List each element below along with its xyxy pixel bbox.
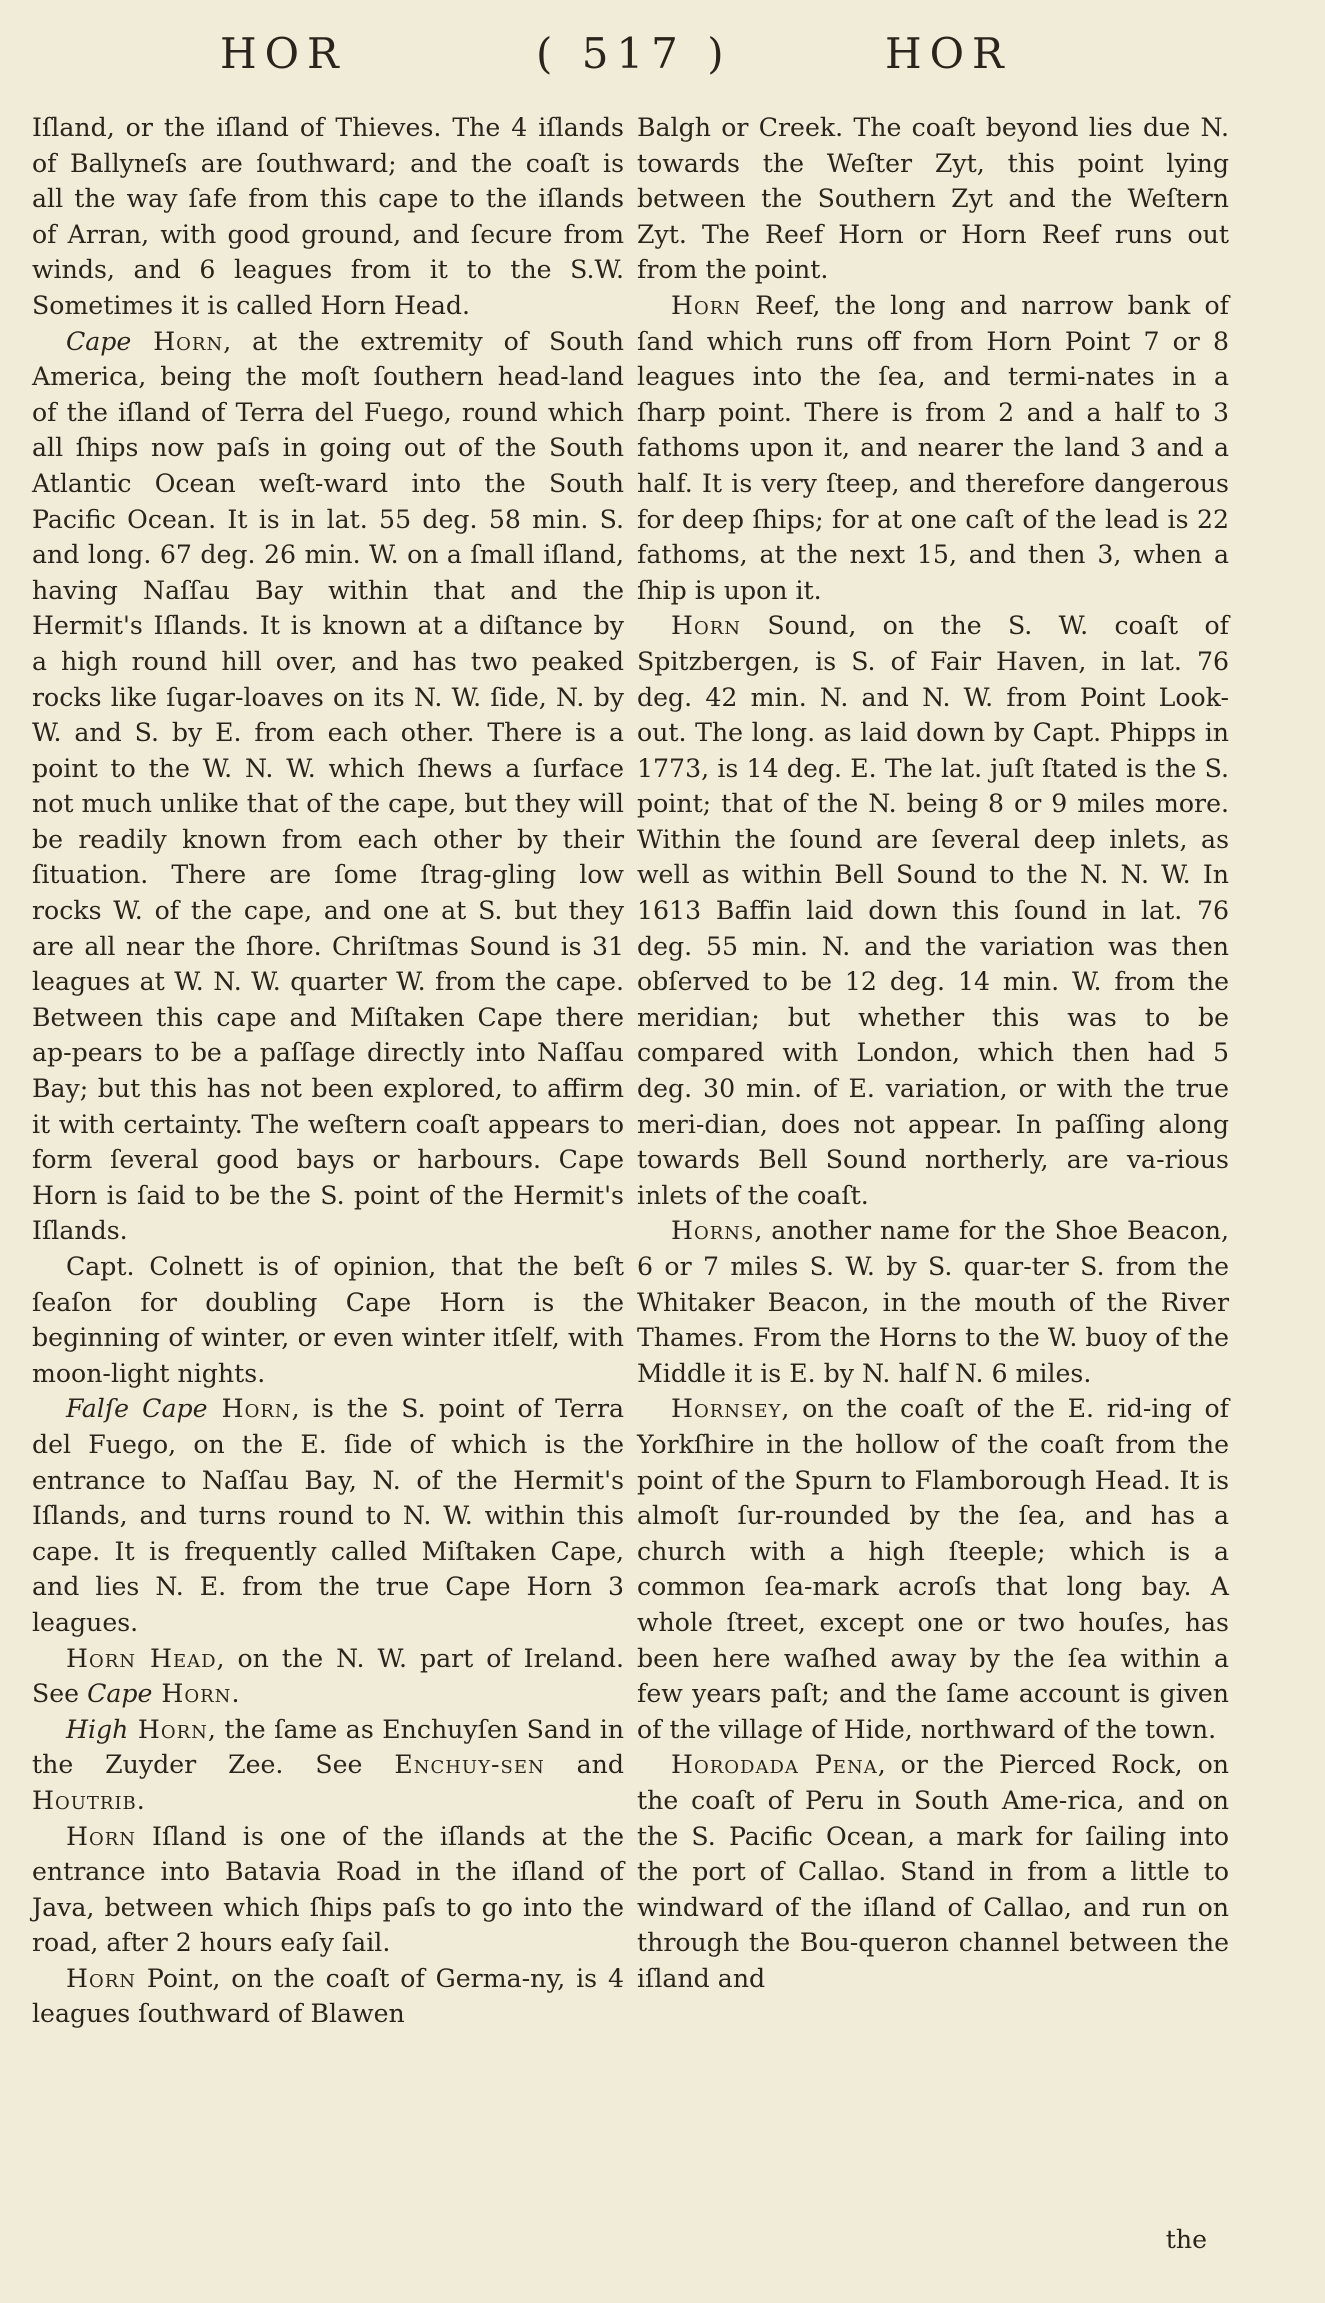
entry-text: , at the extremity of South America, being the moſt ſouthern head-land of the iſland of Terra del Fuego, round which all ſhips now paſs in going out of the South Atlantic Ocean weſt-ward into the South Pacific Ocean. It is in lat. 55 deg. 58 min. S. and long. 67 deg. 26 min. W. on a ſmall iſland, having Naſſau Bay within that and the Hermit's Iſlands. It is known at a diſtance by a high round hill over, and has two peaked rocks like ſugar-loaves on its N. W. ſide, N. by W. and S. by E. from each other. There is a point to the W. N. W. which ſhews a ſurface not much unlike that of the cape, but they will be readily known from each other by their ſituation. There are ſome ſtrag-gling low rocks W. of the cape, and one at S. but they are all near the ſhore. Chriſtmas Sound is 31 leagues at W. N. W. quarter W. from the cape. Between this cape and Miſtaken Cape there ap-pears to be a paſſage directly into Naſſau Bay; but this has not been explored, to affirm it with certainty. The weſtern coaſt appears to form ſeveral good bays or harbours. Cape Horn is ſaid to be the S. point of the Hermit's Iſlands. (32, 326, 625, 1246)
left-entry (32, 1391, 624, 1640)
headword: Horn (66, 1963, 137, 1993)
headword: Horn (671, 611, 742, 641)
headword: Hornsey (671, 1394, 782, 1424)
running-head-right: HOR (885, 29, 1012, 78)
entry-text: , is the S. point of Terra del Fuego, on the E. ſide of which is the entrance to Naſſau Bay, N. of the Hermit's Iſlands, and turns round to N. W. within this cape. It is frequently called Miſtaken Cape, and lies N. E. from the true Cape Horn 3 leagues. (32, 1394, 625, 1637)
entry-text: , or the Pierced Rock, on the coaſt of Peru in South Ame-rica, and on the S. Pacific Ocean, a mark for ſailing into the port of Callao. Stand in from a little to windward of the iſland of Callao, and run on through the Bou-queron channel between the iſland and (637, 1750, 1229, 1993)
entry-text: Sound, on the S. W. coaſt of Spitzbergen, is S. of Fair Haven, in lat. 76 deg. 42 min. N. and N. W. from Point Look-out. The long. as laid down by Capt. Phipps in 1773, is 14 deg. E. The lat. juſt ſtated is the S. point; that of the N. being 8 or 9 miles more. Within the ſound are ſeveral deep inlets, as well as within Bell Sound to the N. N. W. In 1613 Baffin laid down this ſound in lat. 76 deg. 55 min. N. and the variation was then obſerved to be 12 deg. 14 min. W. from the meridian; but whether this was to be compared with London, which then had 5 deg. 30 min. of E. variation, or with the true meri-dian, does not appear. In paſſing along towards Bell Sound northerly, are va-rious inlets of the coaſt. (637, 611, 1229, 1210)
headword: Horn (207, 1394, 292, 1424)
entry-text: and (544, 1750, 624, 1780)
headword: Houtrib (32, 1785, 137, 1815)
headword: Enchuy-sen (394, 1750, 545, 1780)
entry-text: , the ſame as Enchuyſen Sand in the Zuyder Zee. See (32, 1714, 624, 1780)
left-entry (32, 110, 624, 324)
entry-text: , on the N. W. part of Ireland. See (32, 1643, 624, 1709)
running-head-left: HOR (220, 29, 347, 78)
headword: Horn (131, 326, 224, 356)
headword: Horn (128, 1714, 208, 1744)
headword: Horn Head (66, 1643, 217, 1673)
entry-text: Balgh or Creek. The coaſt beyond lies due N. towards the Weſter Zyt, this point lying between the Southern Zyt and the Weſtern Zyt. The Reef Horn or Horn Reef runs out from the point. (637, 113, 1229, 285)
right-entry (637, 608, 1229, 1213)
entry-text: , on the coaſt of the E. rid-ing of Yorkſhire in the hollow of the coaſt from the point of the Spurn to Flamborough Head. It is almoſt ſur-rounded by the ſea, and has a church with a high ſteeple; which is a common ſea-mark acroſs that long bay. A whole ſtreet, except one or two houſes, has been here waſhed away by the ſea within a few years paſt; and the ſame account is given of the village of Hide, northward of the town. (637, 1394, 1229, 1744)
left-entry (32, 1819, 624, 1961)
left-entry (32, 1712, 624, 1819)
right-entry (637, 288, 1229, 608)
entry-text: , another name for the Shoe Beacon, 6 or 7 miles S. W. by S. quar-ter S. from the Whitaker Beacon, in the mouth of the River Thames. From the Horns to the W. buoy of the Middle it is E. by N. half N. 6 miles. (637, 1216, 1229, 1388)
left-column (32, 110, 624, 2032)
entry-text: Iſland, or the iſland of Thieves. The 4 iſlands of Ballyneſs are ſouthward; and the coaſt is all the way ſafe from this cape to the iſlands of Arran, with good ground, and ſecure from winds, and 6 leagues from it to the S.W. Sometimes it is called Horn Head. (32, 113, 624, 320)
entry-text: Iſland is one of the iſlands at the entrance into Batavia Road in the iſland of Java, between which ſhips paſs to go into the road, after 2 hours eaſy ſail. (32, 1821, 624, 1958)
italic-text: Cape (66, 326, 132, 356)
right-entry (637, 1747, 1229, 1996)
headword: Horodada Pena (671, 1750, 878, 1780)
left-entry (32, 1641, 624, 1712)
left-entry (32, 1249, 624, 1391)
headword: Horns (671, 1216, 755, 1246)
entry-text: Reef, the long and narrow bank of ſand which runs off from Horn Point 7 or 8 leagues into the ſea, and termi-nates in a ſharp point. There is from 2 and a half to 3 fathoms upon it, and nearer the land 3 and a half. It is very ſteep, and therefore dangerous for deep ſhips; for at one caſt of the lead is 22 fathoms, at the next 15, and then 3, when a ſhip is upon it. (637, 290, 1229, 605)
italic-text: High (66, 1714, 129, 1744)
left-entry (32, 1961, 624, 2032)
headword: Horn (152, 1679, 232, 1709)
italic-text: Cape (87, 1679, 153, 1709)
italic-text: Falſe Cape (66, 1394, 208, 1424)
entry-text: Capt. Colnett is of opinion, that the beſt ſeaſon for doubling Cape Horn is the beginning of winter, or even winter itſelf, with moon-light nights. (32, 1252, 624, 1388)
entry-text: . (231, 1679, 240, 1709)
headword: Horn (671, 290, 742, 320)
entry-text: Point, on the coaſt of Germa-ny, is 4 leagues ſouthward of Blawen (32, 1963, 624, 2029)
catchword: the (1165, 2225, 1207, 2254)
entry-text: . (136, 1785, 145, 1815)
right-column (637, 110, 1229, 1996)
right-entry (637, 110, 1229, 288)
right-entry (637, 1213, 1229, 1391)
left-entry (32, 324, 624, 1249)
headword: Horn (66, 1821, 137, 1851)
right-entry (637, 1391, 1229, 1747)
page-number: ( 517 ) (536, 29, 732, 78)
